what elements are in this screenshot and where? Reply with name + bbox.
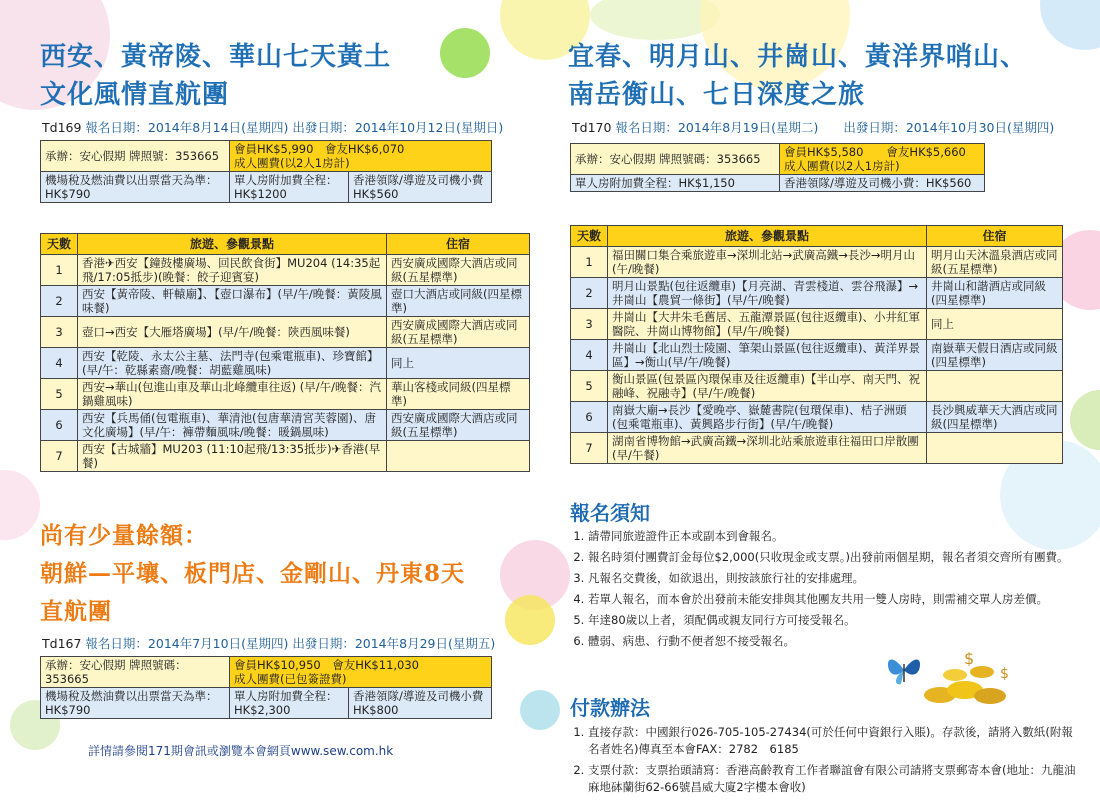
tour1-schedule-day: 7 bbox=[41, 441, 78, 472]
tour1-dates-text: 報名日期：2014年8月14日(星期四) 出發日期：2014年10月12日(星期日) bbox=[85, 120, 504, 135]
tour1-fee-airport: 機場稅及燃油費以出票當天為準：HK$790 bbox=[41, 172, 230, 203]
tour1-price-table bbox=[40, 140, 492, 203]
tour2-head-hotel: 住宿 bbox=[927, 226, 1063, 247]
tour3-fee-tips: 香港領隊/導遊及司機小費HK$800 bbox=[349, 688, 492, 719]
registration-notes-list bbox=[570, 528, 1078, 654]
tour2-title-line2: 南岳衡山、七日深度之旅 bbox=[568, 80, 866, 110]
tour2-schedule-day: 1 bbox=[571, 247, 608, 278]
tour2-schedule-row bbox=[571, 402, 1063, 433]
tour2-schedule-row bbox=[571, 309, 1063, 340]
tour2-price bbox=[780, 144, 985, 175]
tour2-schedule-day: 3 bbox=[571, 309, 608, 340]
tour1-organizer: 承辦：安心假期 牌照號：353665 bbox=[41, 141, 230, 172]
registration-note-item: 5. 年達80歲以上者，須配偶或親友同行方可接受報名。 bbox=[588, 612, 1078, 629]
tour2-schedule-row bbox=[571, 278, 1063, 309]
tour1-schedule-hotel: 西安廣成國際大酒店或同級(五星標準) bbox=[387, 255, 530, 286]
tour2-schedule-hotel bbox=[927, 433, 1063, 464]
tour2-price-table bbox=[570, 143, 985, 192]
tour1-schedule-trip: 西安【兵馬俑(包電瓶車)、華清池(包唐華清宮芙蓉園)、唐文化廣場】(早/午：褲帶麵風味/晚餐：暖鍋風味) bbox=[78, 410, 387, 441]
registration-note-item: 3. 凡報名交費後，如欲退出，則按該旅行社的安排處理。 bbox=[588, 570, 1078, 587]
tour1-fee-tips: 香港領隊/導遊及司機小費HK$560 bbox=[349, 172, 492, 203]
registration-note-item: 6. 體弱、病患、行動不便者恕不接受報名。 bbox=[588, 633, 1078, 650]
tour1-head-trip: 旅遊、參觀景點 bbox=[78, 234, 387, 255]
tour1-schedule-day: 1 bbox=[41, 255, 78, 286]
tour3-title-line2: 朝鮮—平壤、板門店、金剛山、丹東8天 bbox=[40, 560, 466, 587]
decorative-circle bbox=[520, 690, 560, 730]
tour3-fee-airport: 機場稅及燃油費以出票當天為準：HK$790 bbox=[41, 688, 230, 719]
tour2-schedule-row bbox=[571, 247, 1063, 278]
svg-text:$: $ bbox=[964, 650, 975, 668]
tour3-price-table bbox=[40, 656, 492, 719]
tour2-schedule-row bbox=[571, 433, 1063, 464]
tour2-schedule-hotel bbox=[927, 371, 1063, 402]
tour1-schedule-trip: 西安→華山(包進山車及華山北峰纜車往返) (早/午/晚餐：汽鍋雞風味) bbox=[78, 379, 387, 410]
tour1-price-line1: 會員HK$5,990 會友HK$6,070 bbox=[234, 142, 405, 156]
tour2-code: Td170 bbox=[572, 120, 612, 135]
tour2-schedule-hotel: 長沙興威華天大酒店或同級(四星標準) bbox=[927, 402, 1063, 433]
tour1-schedule-hotel: 西安廣成國際大酒店或同級(五星標準) bbox=[387, 410, 530, 441]
tour3-title bbox=[40, 517, 465, 631]
tour2-organizer: 承辦：安心假期 牌照號碼：353665 bbox=[571, 144, 780, 175]
tour1-price-line2: 成人團費(以2人1房計) bbox=[234, 156, 350, 170]
tour1-schedule-hotel: 西安廣成國際大酒店或同級(五星標準) bbox=[387, 317, 530, 348]
tour2-schedule-day: 2 bbox=[571, 278, 608, 309]
svg-text:$: $ bbox=[1000, 666, 1009, 682]
tour1-code: Td169 bbox=[42, 120, 82, 135]
gold-coins-icon bbox=[920, 650, 1015, 710]
tour3-dates bbox=[42, 634, 495, 652]
tour1-schedule-row bbox=[41, 286, 530, 317]
tour2-title-line1: 宜春、明月山、井崗山、黃洋界哨山、 bbox=[568, 42, 1028, 72]
tour1-title bbox=[40, 38, 391, 114]
tour1-schedule-hotel bbox=[387, 441, 530, 472]
tour2-schedule-row bbox=[571, 340, 1063, 371]
tour2-schedule-day: 6 bbox=[571, 402, 608, 433]
tour1-schedule-row bbox=[41, 348, 530, 379]
tour1-schedule-row bbox=[41, 255, 530, 286]
tour3-title-line1: 尚有少量餘額： bbox=[40, 522, 208, 549]
footer-website-note: 詳情請參閱171期會訊或瀏覽本會網頁www.sew.com.hk bbox=[88, 744, 394, 758]
tour2-schedule-trip: 明月山景點(包往返纜車)【月亮湖、青雲棧道、雲谷飛瀑】→井崗山【農貿一條街】(早/午/晚餐) bbox=[608, 278, 927, 309]
tour1-price bbox=[230, 141, 492, 172]
tour1-schedule-trip: 香港✈西安【鐘鼓樓廣場、回民飲食街】MU204 (14:35起飛/17:05抵步)(晚餐：餃子迎賓宴) bbox=[78, 255, 387, 286]
tour1-title-line2: 文化風情直航團 bbox=[40, 80, 230, 110]
tour1-schedule-row bbox=[41, 317, 530, 348]
tour2-schedule-hotel: 井崗山和諧酒店或同級(四星標準) bbox=[927, 278, 1063, 309]
tour1-schedule-table bbox=[40, 233, 530, 472]
tour1-schedule-day: 2 bbox=[41, 286, 78, 317]
tour2-price-line2: 成人團費(以2人1房計) bbox=[784, 159, 900, 173]
tour2-price-line1: 會員HK$5,580 會友HK$5,660 bbox=[784, 145, 966, 159]
tour1-schedule-trip: 西安【黃帝陵、軒轅廟】、【壺口瀑布】(早/午/晚餐：黃陵風味餐) bbox=[78, 286, 387, 317]
tour1-title-line1: 西安、黃帝陵、華山七天黃土 bbox=[40, 42, 392, 72]
registration-note-item: 1. 請帶同旅遊證件正本或副本到會報名。 bbox=[588, 528, 1078, 545]
decorative-circle bbox=[1070, 390, 1100, 450]
tour1-head-day: 天數 bbox=[41, 234, 78, 255]
tour3-price-line1: 會員HK$10,950 會友HK$11,030 bbox=[234, 658, 419, 672]
tour3-price-line2: 成人團費(已包簽證費) bbox=[234, 672, 347, 686]
tour2-schedule-trip: 湖南省博物館→武廣高鐵→深圳北站乘旅遊車往福田口岸散團(早/午餐) bbox=[608, 433, 927, 464]
tour1-head-hotel: 住宿 bbox=[387, 234, 530, 255]
tour1-schedule-trip: 西安【古城牆】MU203 (11:10起飛/13:35抵步)✈香港(早餐) bbox=[78, 441, 387, 472]
tour3-dates-text: 報名日期：2014年7月10日(星期四) 出發日期：2014年8月29日(星期五) bbox=[85, 636, 496, 651]
tour1-schedule-trip: 壺口→西安【大雁塔廣場】(早/午/晚餐：陝西風味餐) bbox=[78, 317, 387, 348]
payment-method-item: 2. 支票付款：支票抬頭請寫：香港高齡教育工作者聯誼會有限公司請將支票郵寄本會(地址：九龍油麻地砵蘭街62-66號昌威大廈2字樓本會收) bbox=[588, 762, 1078, 796]
tour1-schedule-day: 4 bbox=[41, 348, 78, 379]
tour1-schedule-day: 3 bbox=[41, 317, 78, 348]
tour2-head-day: 天數 bbox=[571, 226, 608, 247]
decorative-circle bbox=[0, 470, 40, 540]
tour1-schedule-row bbox=[41, 410, 530, 441]
tour1-schedule-row bbox=[41, 441, 530, 472]
tour1-fee-single-room: 單人房附加費全程：HK$1200 bbox=[230, 172, 349, 203]
tour2-dates bbox=[572, 118, 1054, 136]
payment-methods-list bbox=[570, 724, 1078, 800]
registration-note-item: 2. 報名時須付團費訂金每位$2,000(只收現金或支票。)出發前兩個星期，報名者須交齊所有團費。 bbox=[588, 549, 1078, 566]
tour2-schedule-trip: 井崗山【北山烈士陵園、筆架山景區(包往返纜車)、黃洋界景區】→衡山(早/午/晚餐) bbox=[608, 340, 927, 371]
tour3-price bbox=[230, 657, 492, 688]
tour2-schedule-table bbox=[570, 225, 1063, 464]
tour1-schedule-hotel: 壺口大酒店或同級(四星標準) bbox=[387, 286, 530, 317]
tour1-schedule-day: 5 bbox=[41, 379, 78, 410]
tour3-fee-single-room: 單人房附加費全程：HK$2,300 bbox=[230, 688, 349, 719]
tour2-schedule-trip: 福田關口集合乘旅遊車→深圳北站→武廣高鐵→長沙→明月山(午/晚餐) bbox=[608, 247, 927, 278]
tour2-schedule-row bbox=[571, 371, 1063, 402]
tour3-organizer: 承辦：安心假期 牌照號碼：353665 bbox=[41, 657, 230, 688]
tour1-schedule-day: 6 bbox=[41, 410, 78, 441]
tour2-head-trip: 旅遊、參觀景點 bbox=[608, 226, 927, 247]
tour2-schedule-trip: 南嶽大廟→長沙【愛晚亭、嶽麓書院(包環保車)、桔子洲頭(包乘電瓶車)、黃興路步行街】(早/午/晚餐) bbox=[608, 402, 927, 433]
tour2-dates-text: 報名日期：2014年8月19日(星期二) 出發日期：2014年10月30日(星期四) bbox=[615, 120, 1055, 135]
tour1-schedule-row bbox=[41, 379, 530, 410]
tour2-schedule-hotel: 同上 bbox=[927, 309, 1063, 340]
tour1-dates bbox=[42, 118, 503, 136]
registration-notes-title: 報名須知 bbox=[570, 501, 650, 525]
decorative-circle bbox=[440, 28, 490, 78]
tour2-schedule-day: 5 bbox=[571, 371, 608, 402]
tour3-title-line3: 直航團 bbox=[40, 598, 112, 625]
decorative-circle bbox=[1040, 0, 1100, 50]
tour2-fee-tips: 香港領隊/導遊及司機小費：HK$560 bbox=[780, 175, 985, 192]
tour1-schedule-hotel: 華山客棧或同級(四星標準) bbox=[387, 379, 530, 410]
tour2-schedule-day: 7 bbox=[571, 433, 608, 464]
tour1-schedule-hotel: 同上 bbox=[387, 348, 530, 379]
tour2-schedule-hotel: 明月山天沐溫泉酒店或同級(五星標準) bbox=[927, 247, 1063, 278]
payment-method-item: 1. 直接存款：中國銀行026-705-105-27434(可於任何中資銀行入賬)。存款後，請將入數紙(附報名者姓名)傳真至本會FAX：2782 6185 bbox=[588, 724, 1078, 758]
tour2-schedule-hotel: 南嶽華天假日酒店或同級(四星標準) bbox=[927, 340, 1063, 371]
registration-note-item: 4. 若單人報名，而本會於出發前未能安排與其他團友共用一雙人房時，則需補交單人房差價。 bbox=[588, 591, 1078, 608]
tour2-schedule-trip: 衡山景區(包景區內環保車及往返纜車)【半山亭、南天門、祝融峰、祝融寺】(早/午/晚餐) bbox=[608, 371, 927, 402]
payment-methods-title: 付款辦法 bbox=[570, 696, 650, 720]
tour2-fee-single-room: 單人房附加費全程：HK$1,150 bbox=[571, 175, 780, 192]
tour2-title bbox=[568, 38, 1027, 114]
tour2-schedule-trip: 井崗山【大井朱毛舊居、五龍潭景區(包往返纜車)、小井紅軍醫院、井崗山博物館】(早/午/晚餐) bbox=[608, 309, 927, 340]
tour2-schedule-day: 4 bbox=[571, 340, 608, 371]
tour1-schedule-trip: 西安【乾陵、永太公主墓、法門寺(包乘電瓶車)、珍寶館】(早/午：乾縣素齋/晚餐：胡藍雞風味) bbox=[78, 348, 387, 379]
decorative-circle bbox=[505, 595, 555, 645]
butterfly-icon bbox=[885, 650, 923, 690]
tour3-code: Td167 bbox=[42, 636, 82, 651]
